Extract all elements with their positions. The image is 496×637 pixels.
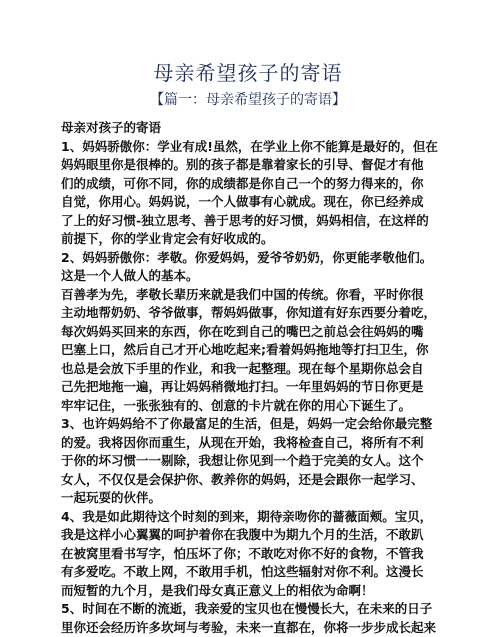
text-line: 妈妈眼里你是很棒的。别的孩子都是靠着家长的引导、督促才有他 xyxy=(61,156,437,175)
text-line: 的爱。我将因你而重生，从现在开始，我将检查自己，将所有不利 xyxy=(61,434,437,453)
text-line: 了上的好习惯-独立思考、善于思考的好习惯，妈妈相信，在这样的 xyxy=(61,212,437,231)
text-line: 们的成绩，可你不同，你的成绩都是你自己一个的努力得来的，你 xyxy=(61,175,437,194)
text-line: 女人，不仅仅是会保护你、教养你的妈妈，还是会跟你一起学习、 xyxy=(61,471,437,490)
text-line: 有多爱吃。不敢上网，不敢用手机，怕这些辐射对你不利。这漫长 xyxy=(61,563,437,582)
text-line: 也总是会放下手里的作业，和我一起整理。现在每个星期你总会自 xyxy=(61,360,437,379)
text-line: 前提下，你的学业肯定会有好收成的。 xyxy=(61,230,437,249)
text-line: 5、时间在不断的流逝，我亲爱的宝贝也在慢慢长大，在未来的日子 xyxy=(61,600,437,619)
text-line: 一起玩耍的伙伴。 xyxy=(61,489,437,508)
text-line: 1、妈妈骄傲你：学业有成!虽然，在学业上你不能算是最好的，但在 xyxy=(61,138,437,157)
text-line: 牢牢记住，一张张独有的、创意的卡片就在你的用心下诞生了。 xyxy=(61,397,437,416)
text-line: 百善孝为先，孝敬长辈历来就是我们中国的传统。你看，平时你很 xyxy=(61,286,437,305)
text-line: 在被窝里看书写字，怕压坏了你；不敢吃对你不好的食物，不管我 xyxy=(61,545,437,564)
text-line: 3、也许妈妈给不了你最富足的生活，但是，妈妈一定会给你最完整 xyxy=(61,415,437,434)
text-line: 母亲对孩子的寄语 xyxy=(61,119,437,138)
document-title: 母亲希望孩子的寄语 xyxy=(0,60,496,86)
text-line: 我是这样小心翼翼的呵护着你在我腹中为期九个月的生活，不敢趴 xyxy=(61,526,437,545)
text-line: 每次妈妈买回来的东西，你在吃到自己的嘴巴之前总会往妈妈的嘴 xyxy=(61,323,437,342)
text-line: 2、妈妈骄傲你：孝敬。你爱妈妈，爱爷爷奶奶，你更能孝敬他们。 xyxy=(61,249,437,268)
text-line: 4、我是如此期待这个时刻的到来，期待亲吻你的蔷薇面颊。宝贝， xyxy=(61,508,437,527)
text-line: 己先把地拖一遍，再让妈妈稍微地打扫。一年里妈妈的节日你更是 xyxy=(61,378,437,397)
text-line: 自觉，你用心。妈妈说，一个人做事有心就成。现在，你已经养成 xyxy=(61,193,437,212)
text-line: 主动地帮奶奶、爷爷做事，帮妈妈做事，你知道有好东西要分着吃， xyxy=(61,304,437,323)
text-line: 巴塞上口，然后自己才开心地吃起来;看着妈妈拖地等打扫卫生，你 xyxy=(61,341,437,360)
document-subtitle: 【篇一：母亲希望孩子的寄语】 xyxy=(0,90,496,110)
text-line: 这是一个人做人的基本。 xyxy=(61,267,437,286)
document-body xyxy=(61,119,437,637)
text-line: 里你还会经历许多坎坷与考验，未来一直都在，你将一步步成长起来 xyxy=(61,619,437,637)
text-line: 而短暂的九个月，是我们母女真正意义上的相依为命啊！ xyxy=(61,582,437,601)
text-line: 于你的坏习惯一一剔除，我想让你见到一个趋于完美的女人。这个 xyxy=(61,452,437,471)
